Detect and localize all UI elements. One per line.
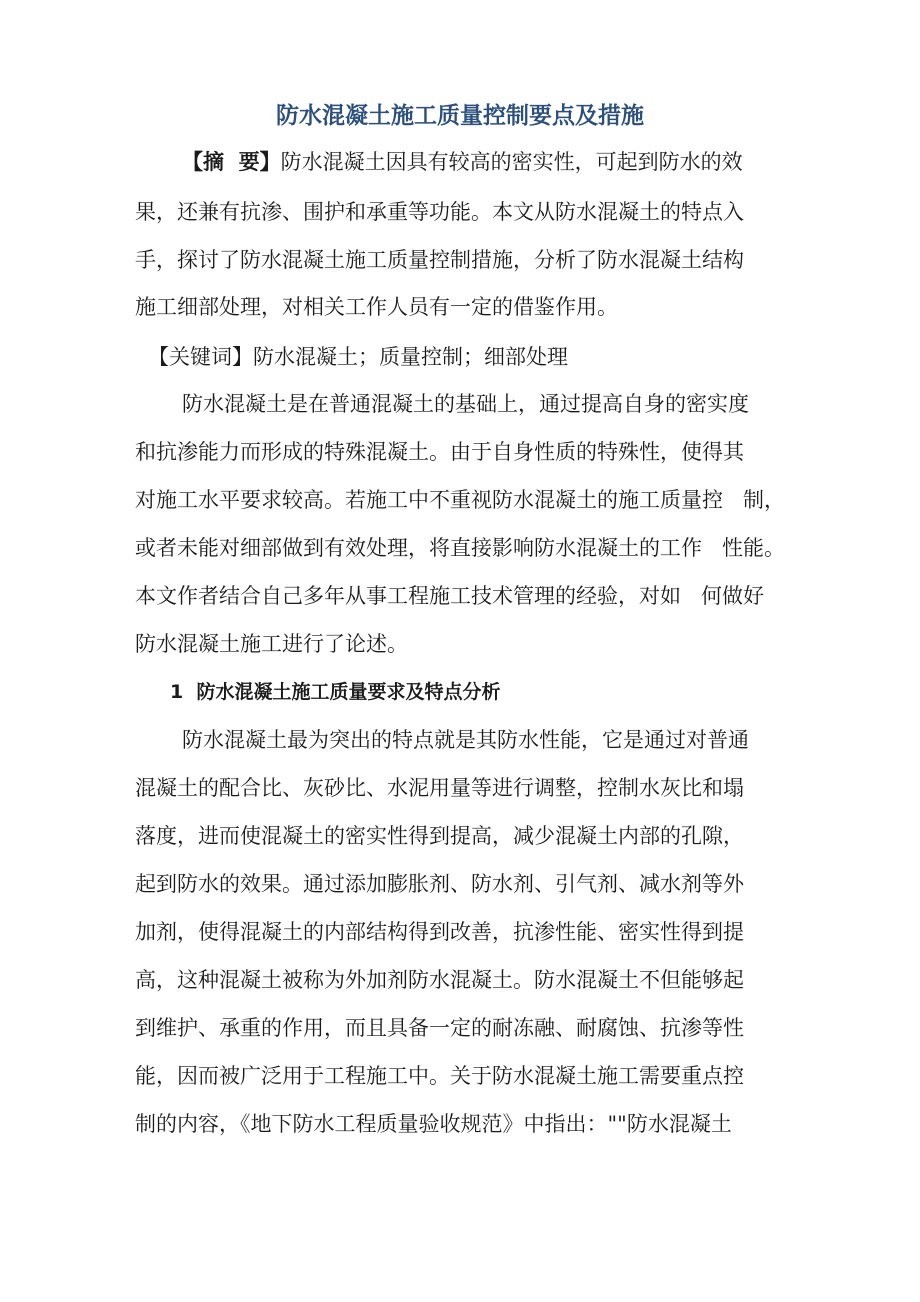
abstract-line: 施工细部处理，对相关工作人员有一定的借鉴作用。 xyxy=(135,295,618,319)
section-line: 防水混凝土最为突出的特点就是其防水性能，它是通过对普通 xyxy=(182,728,749,752)
document-title: 防水混凝土施工质量控制要点及措施 xyxy=(276,103,644,129)
abstract-line: 果，还兼有抗渗、围护和承重等功能。本文从防水混凝土的特点入 xyxy=(135,200,744,224)
section-line: 到维护、承重的作用，而且具备一定的耐冻融、耐腐蚀、抗渗等性 xyxy=(135,1016,744,1040)
abstract-line: 防水混凝土因具有较高的密实性，可起到防水的效 xyxy=(280,150,743,174)
keywords-label: 【关键词】 xyxy=(148,345,253,369)
abstract-label: 【摘 要】 xyxy=(182,149,281,174)
intro-line: 防水混凝土是在普通混凝土的基础上，通过提高自身的密实度 xyxy=(182,392,749,416)
section-line: 制的内容，《地下防水工程质量验收规范》中指出：""防水混凝土 xyxy=(135,1112,732,1136)
section-line: 能，因而被广泛用于工程施工中。关于防水混凝土施工需要重点控 xyxy=(135,1064,744,1088)
section-line: 混凝土的配合比、灰砂比、水泥用量等进行调整，控制水灰比和塌 xyxy=(135,776,744,800)
section-line: 起到防水的效果。通过添加膨胀剂、防水剂、引气剂、减水剂等外 xyxy=(135,872,744,896)
intro-line: 或者未能对细部做到有效处理，将直接影响防水混凝土的工作 性能。 xyxy=(135,536,786,560)
intro-line: 本文作者结合自己多年从事工程施工技术管理的经验，对如 何做好 xyxy=(135,584,765,608)
abstract-first-line xyxy=(182,148,743,176)
intro-line: 和抗渗能力而形成的特殊混凝土。由于自身性质的特殊性，使得其 xyxy=(135,440,744,464)
section-line: 加剂，使得混凝土的内部结构得到改善，抗渗性能、密实性得到提 xyxy=(135,920,744,944)
section-line: 高，这种混凝土被称为外加剂防水混凝土。防水混凝土不但能够起 xyxy=(135,968,744,992)
keywords-text: 防水混凝土；质量控制；细部处理 xyxy=(253,345,568,369)
section-line: 落度，进而使混凝土的密实性得到提高，减少混凝土内部的孔隙， xyxy=(135,824,744,848)
section-heading: 1 防水混凝土施工质量要求及特点分析 xyxy=(170,681,501,703)
keywords-line xyxy=(148,343,568,371)
intro-line: 对施工水平要求较高。若施工中不重视防水混凝土的施工质量控 制， xyxy=(135,488,786,512)
abstract-line: 手，探讨了防水混凝土施工质量控制措施，分析了防水混凝土结构 xyxy=(135,248,744,272)
intro-line: 防水混凝土施工进行了论述。 xyxy=(135,632,408,656)
